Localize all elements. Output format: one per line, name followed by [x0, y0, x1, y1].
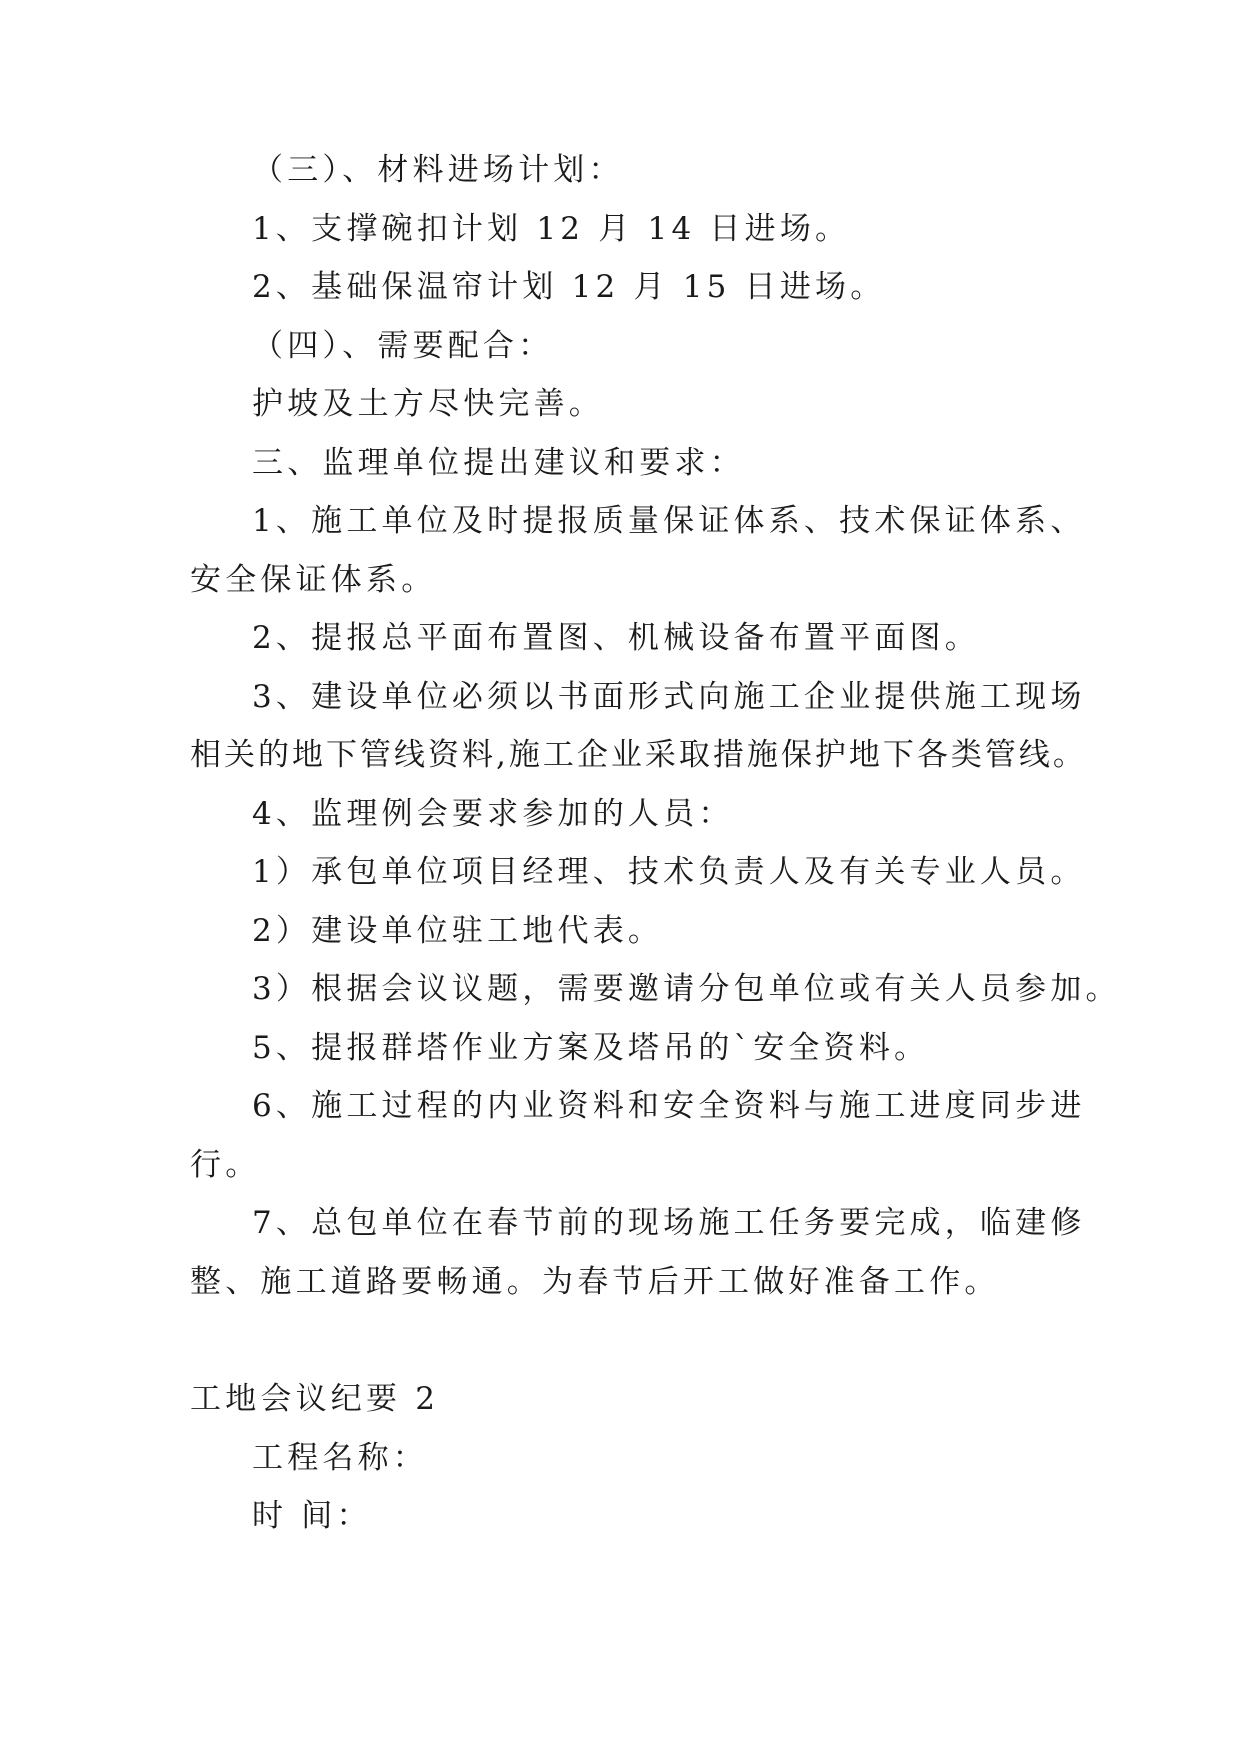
list-item: 2）建设单位驻工地代表。 [252, 913, 664, 949]
section-heading-supervision: 三、监理单位提出建议和要求： [252, 445, 745, 481]
section-heading-materials: （三）、材料进场计划： [252, 152, 624, 188]
paragraph: 2、基础保温帘计划 12 月 15 日进场。 [252, 269, 886, 305]
list-item: 1）承包单位项目经理、技术负责人及有关专业人员。 [252, 854, 1086, 890]
field-label-time: 时 间： [252, 1498, 372, 1534]
paragraph: 5、提报群塔作业方案及塔吊的`安全资料。 [252, 1030, 930, 1066]
document-title: 工地会议纪要 2 [190, 1381, 440, 1417]
paragraph: 4、监理例会要求参加的人员： [252, 796, 734, 832]
section-heading-coordination: （四）、需要配合： [252, 328, 554, 364]
paragraph-continuation: 行。 [190, 1147, 261, 1183]
paragraph: 3、建设单位必须以书面形式向施工企业提供施工现场 [252, 679, 1086, 715]
paragraph-continuation: 相关的地下管线资料,施工企业采取措施保护地下各类管线。 [190, 737, 1087, 773]
paragraph: 护坡及土方尽快完善。 [252, 386, 604, 422]
paragraph: 1、支撑碗扣计划 12 月 14 日进场。 [252, 211, 851, 247]
paragraph: 2、提报总平面布置图、机械设备布置平面图。 [252, 620, 980, 656]
paragraph-continuation: 整、施工道路要畅通。为春节后开工做好准备工作。 [190, 1264, 1000, 1300]
paragraph: 7、总包单位在春节前的现场施工任务要完成，临建修 [252, 1205, 1086, 1241]
paragraph: 6、施工过程的内业资料和安全资料与施工进度同步进 [252, 1088, 1086, 1124]
list-item: 3）根据会议议题，需要邀请分包单位或有关人员参加。 [252, 971, 1121, 1007]
field-label-project-name: 工程名称： [252, 1440, 428, 1476]
paragraph: 1、施工单位及时提报质量保证体系、技术保证体系、 [252, 503, 1086, 539]
paragraph-continuation: 安全保证体系。 [190, 562, 437, 598]
